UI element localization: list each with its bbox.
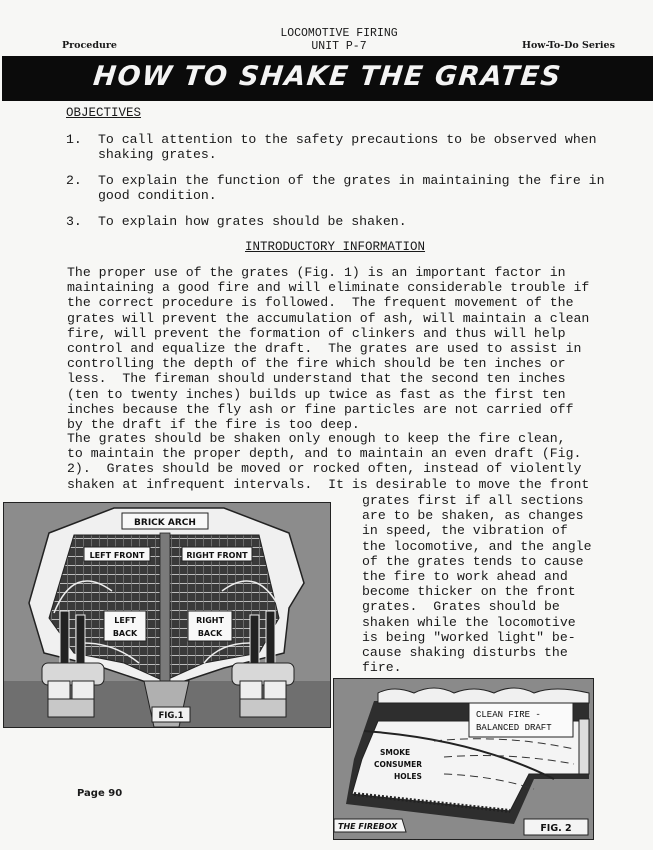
header-section-label: Procedure [62,40,117,51]
right-back-label-line1: RIGHT [196,616,224,625]
callout-line2: BALANCED DRAFT [476,723,552,733]
objective-text: To explain the function of the grates in maintaining the fire in good condition. [98,173,605,204]
objective-text: To call attention to the safety precautions to be observed when shaking grates. [98,132,597,163]
figure-2-firebox-illustration [333,678,594,840]
flue-sheet [579,719,589,774]
header-unit-number: UNIT P-7 [311,40,367,53]
left-front-label: LEFT FRONT [89,551,145,560]
right-back-label-line2: BACK [197,629,223,638]
objective-number: 2. [66,173,82,188]
figure-1-grates-illustration [3,502,331,728]
boiler-top [378,688,589,703]
header-unit-title [200,27,478,53]
title-banner [2,56,653,101]
brick-arch-label: BRICK ARCH [134,518,196,528]
figure-2-caption: FIG. 2 [540,823,572,834]
page-title: HOW TO SHAKE THE GRATES [91,61,564,92]
figure-1-drawing [4,503,330,727]
figure-2-drawing [334,679,593,839]
objective-number: 3. [66,214,82,229]
smoke-consumer-label-line2: CONSUMER [374,760,423,769]
callout-line1: CLEAN FIRE - [476,710,541,720]
figure-1-caption: FIG.1 [158,711,184,721]
intro-paragraph-2-continued: grates first if all sections are to be shaken, as changes in speed, the vibration of the locomotive, and the angle of the grates tends to cause the fire to work ahead and become thicker on the front grates. Grates should be shaken while the locomotive is being "worked light" be- cause shaking disturbs the fire. [362,493,592,676]
smoke-consumer-label-line1: SMOKE [380,748,411,757]
page-number: Page 90 [77,788,123,799]
intro-paragraph-1: The proper use of the grates (Fig. 1) is an important factor in maintaining a good fire and will eliminate considerable trouble if the correct procedure is followed. The frequent movement of the grates will prevent the accumulation of ash, will maintain a clean fire, will prevent the formation of clinkers and thus will help control and equalize the draft. The grates are used to assist in controlling the depth of the fire which should be ten inches or less. The fireman should understand that the second ten inches (ten to twenty inches) builds up twice as fast as the first ten inches because the fly ash or fine particles are not carried off by the draft if the fire is too deep. [67,265,590,433]
left-back-label-line1: LEFT [114,616,136,625]
objectives-heading: OBJECTIVES [66,106,142,120]
center-divider [160,533,170,683]
smoke-consumer-label-line3: HOLES [394,772,422,781]
header-series-label: How-To-Do Series [522,40,615,51]
intro-paragraph-2: The grates should be shaken only enough to keep the fire clean, to maintain the proper depth, and to maintain an even draft (Fig. 2). Grates should be moved or rocked often, instead of violently shaken at infrequent intervals. It is desirable to move the front [67,431,590,492]
objective-text: To explain how grates should be shaken. [98,214,407,229]
right-front-label: RIGHT FRONT [186,551,248,560]
objective-number: 1. [66,132,82,147]
header-course-name: LOCOMOTIVE FIRING [280,27,398,40]
firebox-label: THE FIREBOX [338,822,398,831]
intro-heading: INTRODUCTORY INFORMATION [245,240,426,254]
left-back-label-line2: BACK [112,629,138,638]
